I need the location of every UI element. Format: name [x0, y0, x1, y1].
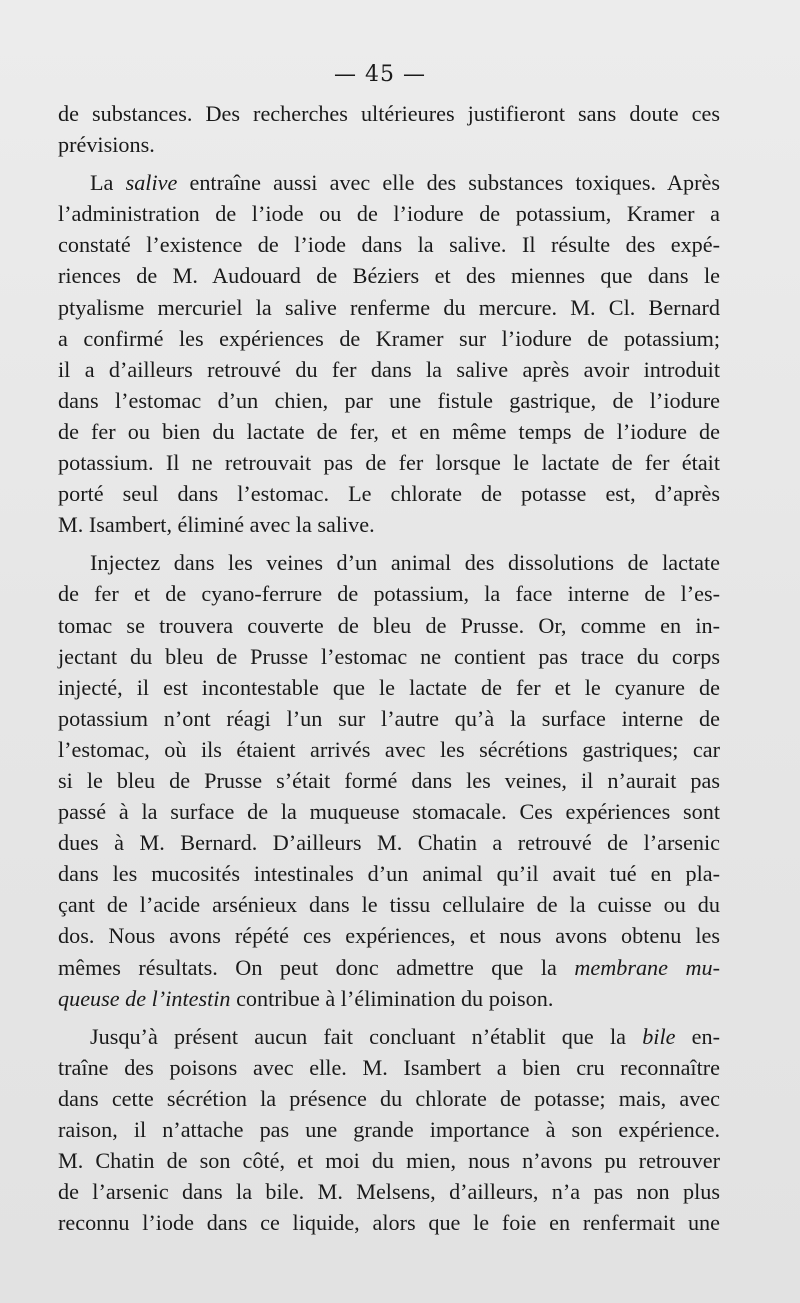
text-line: potassium n’ont réagi l’un sur l’autre qu’à la surface interne de: [58, 705, 720, 731]
text-line: a confirmé les expériences de Kramer sur l’iodure de potassium;: [58, 325, 720, 351]
text-line: M. Isambert, éliminé avec la salive.: [58, 512, 375, 538]
paragraph-gap: [58, 540, 720, 547]
text-run: Jusqu’à présent aucun fait concluant n’établit que la: [90, 1023, 643, 1049]
italic-text: queuse de l’intestin: [58, 985, 231, 1011]
text-line: [58, 952, 720, 983]
text-line: il a d’ailleurs retrouvé du fer dans la salive après avoir introduit: [58, 356, 720, 382]
text-line: l’administration de l’iode ou de l’iodure de potassium, Kramer a: [58, 201, 720, 227]
text-line: de fer et de cyano-ferrure de potassium, la face interne de l’es-: [58, 581, 720, 607]
text-line: jectant du bleu de Prusse l’estomac ne contient pas trace du corps: [58, 643, 720, 669]
italic-text: membrane mu-: [574, 954, 720, 980]
text-line: de substances. Des recherches ultérieures justifieront sans doute ces: [58, 101, 720, 126]
text-line: si le bleu de Prusse s’était formé dans les veines, il n’aurait pas: [58, 767, 720, 793]
italic-text: bile: [642, 1023, 676, 1049]
text-line: dans l’estomac d’un chien, par une fistule gastrique, de l’iodure: [58, 387, 720, 413]
text-line: [58, 167, 720, 198]
text-run: contribue à l’élimination du poison.: [230, 985, 554, 1011]
text-line: riences de M. Audouard de Béziers et des miennes que dans le: [58, 263, 720, 289]
text-line: ptyalisme mercuriel la salive renferme du mercure. M. Cl. Bernard: [58, 294, 720, 320]
text-line: M. Chatin de son côté, et moi du mien, nous n’avons pu retrouver: [58, 1148, 720, 1174]
text-run: mêmes résultats. On peut donc admettre que la: [58, 954, 575, 980]
text-line: dos. Nous avons répété ces expériences, et nous avons obtenu les: [58, 923, 720, 949]
text-line: [58, 1021, 720, 1052]
text-line: dues à M. Bernard. D’ailleurs M. Chatin a retrouvé de l’arsenic: [58, 830, 720, 856]
text-line: Injectez dans les veines d’un animal des dissolutions de lactate: [90, 550, 720, 576]
text-line: l’estomac, où ils étaient arrivés avec les sécrétions gastriques; car: [58, 736, 720, 762]
text-line: injecté, il est incontestable que le lactate de fer et le cyanure de: [58, 674, 720, 700]
paragraph-gap: [58, 1014, 720, 1021]
text-line: de fer ou bien du lactate de fer, et en même temps de l’iodure de: [58, 418, 720, 444]
text-run: en-: [675, 1023, 720, 1049]
text-line: dans cette sécrétion la présence du chlorate de potasse; mais, avec: [58, 1085, 720, 1111]
text-line: prévisions.: [58, 132, 155, 158]
text-line: [58, 983, 720, 1014]
paragraph-gap: [58, 160, 720, 167]
text-line: çant de l’acide arsénieux dans le tissu cellulaire de la cuisse ou du: [58, 892, 720, 918]
italic-text: salive: [125, 170, 178, 196]
text-line: constaté l’existence de l’iode dans la salive. Il résulte des expé-: [58, 232, 720, 258]
text-run: La: [90, 170, 126, 196]
text-line: raison, il n’attache pas une grande importance à son expérience.: [58, 1117, 720, 1142]
body-text: [58, 98, 720, 1238]
text-line: potassium. Il ne retrouvait pas de fer lorsque le lactate de fer était: [58, 450, 720, 476]
text-line: tomac se trouvera couverte de bleu de Prusse. Or, comme en in-: [58, 612, 720, 638]
text-line: reconnu l’iode dans ce liquide, alors que le foie en renfermait une: [58, 1210, 720, 1236]
text-line: traîne des poisons avec elle. M. Isambert a bien cru reconnaître: [58, 1054, 720, 1080]
text-line: de l’arsenic dans la bile. M. Melsens, d’ailleurs, n’a pas non plus: [58, 1179, 720, 1205]
page-number: — 45 —: [334, 62, 426, 87]
text-line: passé à la surface de la muqueuse stomacale. Ces expériences sont: [58, 799, 720, 825]
text-line: dans les mucosités intestinales d’un animal qu’il avait tué en pla-: [58, 861, 720, 887]
text-line: porté seul dans l’estomac. Le chlorate de potasse est, d’après: [58, 481, 720, 507]
text-run: entraîne aussi avec elle des substances toxiques. Après: [177, 170, 721, 196]
